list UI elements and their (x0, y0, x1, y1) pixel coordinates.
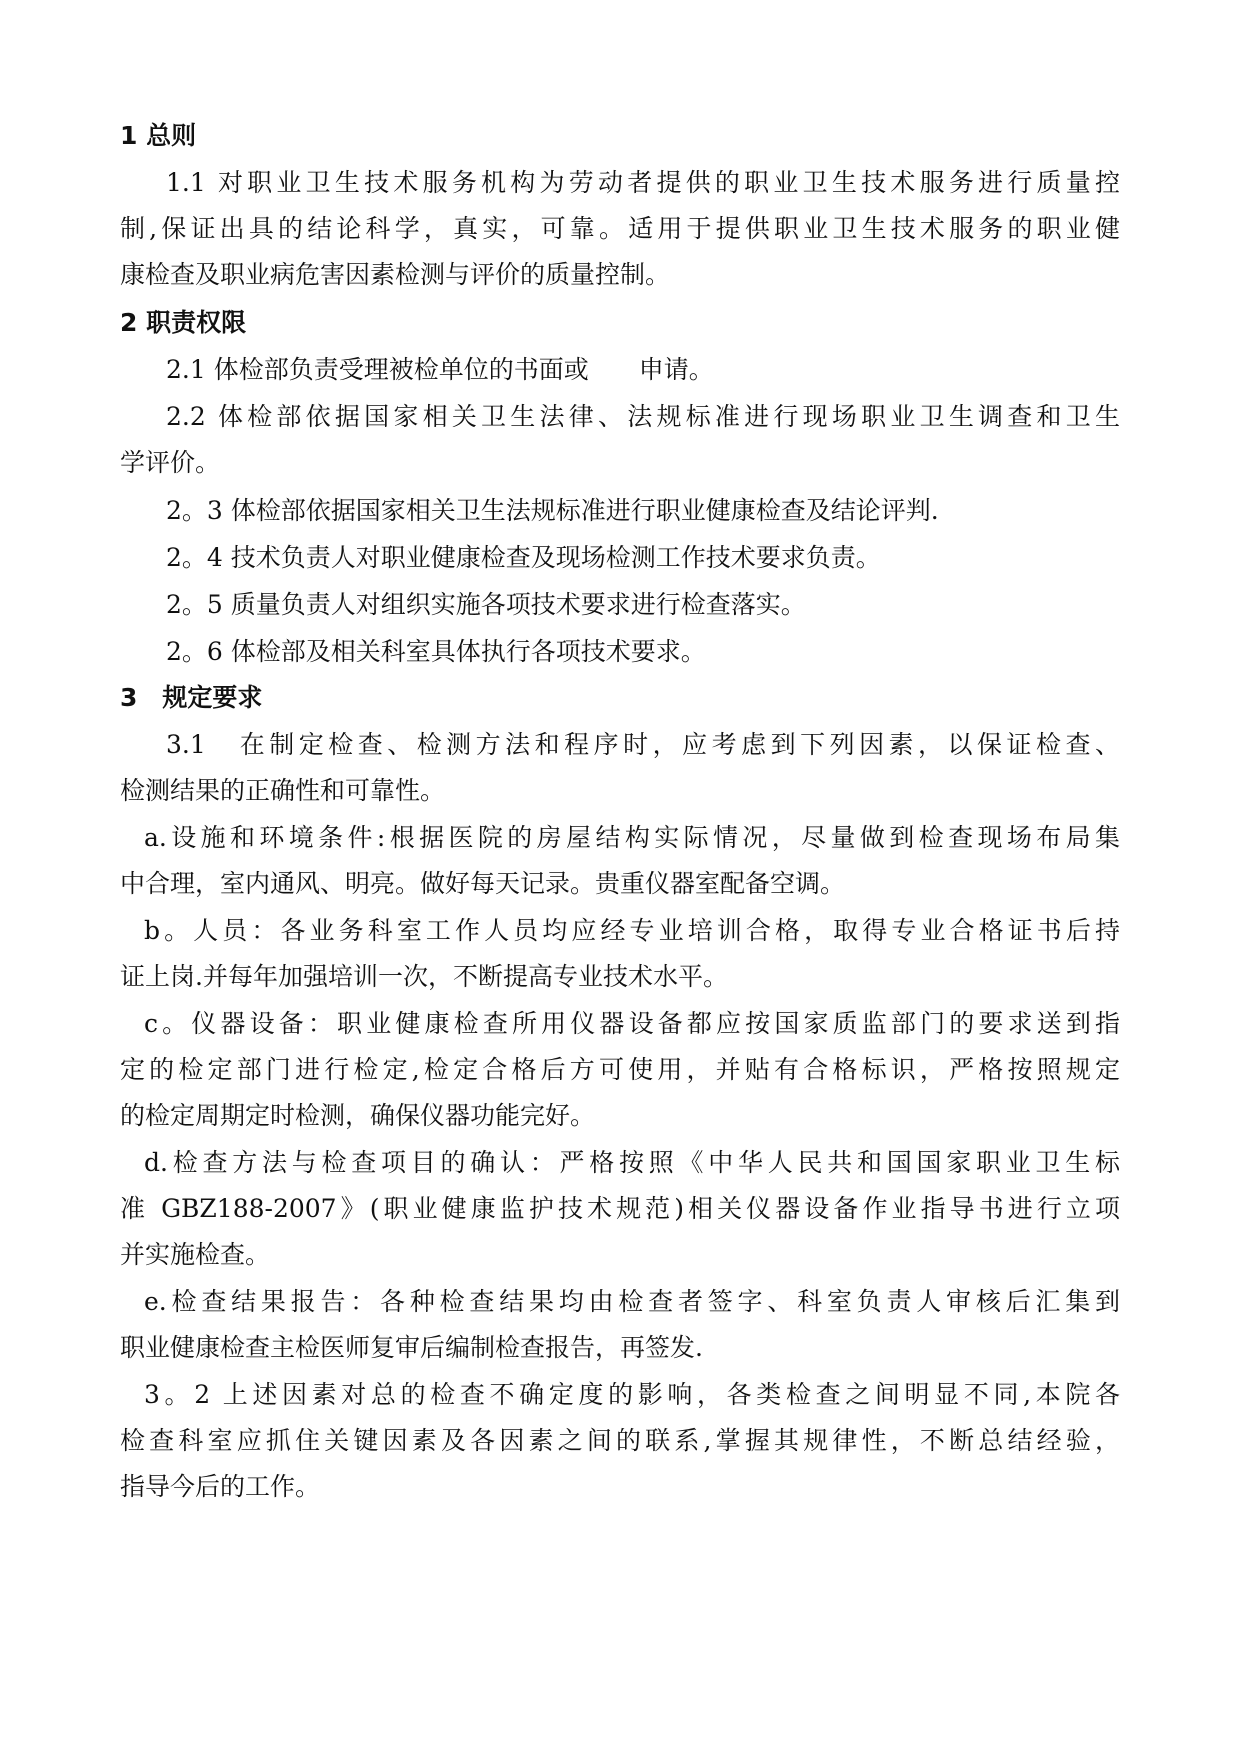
paragraph-line: e.检查结果报告：各种检查结果均由检查者签字、科室负责人审核后汇集到 (144, 1287, 1120, 1316)
paragraph-line: 2。3 体检部依据国家相关卫生法规标准进行职业健康检查及结论评判. (166, 496, 939, 525)
paragraph-line: d.检查方法与检查项目的确认：严格按照《中华人民共和国国家职业卫生标 (144, 1148, 1120, 1177)
paragraph-line: b。人员：各业务科室工作人员均应经专业培训合格，取得专业合格证书后持 (144, 916, 1120, 945)
paragraph-line: 准 GBZ188-2007》(职业健康监护技术规范)相关仪器设备作业指导书进行立项 (120, 1194, 1120, 1223)
paragraph-line: 中合理，室内通风、明亮。做好每天记录。贵重仪器室配备空调。 (120, 869, 846, 898)
paragraph-line: 学评价。 (120, 448, 221, 477)
paragraph-line: 康检查及职业病危害因素检测与评价的质量控制。 (120, 260, 671, 289)
paragraph-line: 指导今后的工作。 (120, 1472, 321, 1501)
paragraph-line: 3.1 在制定检查、检测方法和程序时，应考虑到下列因素，以保证检查、 (166, 730, 1120, 759)
section-heading-1: 1 总则 (120, 121, 197, 150)
paragraph-line: 的检定周期定时检测，确保仪器功能完好。 (120, 1101, 596, 1130)
paragraph-line: 2。6 体检部及相关科室具体执行各项技术要求。 (166, 637, 706, 666)
paragraph-line: 检测结果的正确性和可靠性。 (120, 776, 446, 805)
paragraph-line: a.设施和环境条件:根据医院的房屋结构实际情况，尽量做到检查现场布局集 (144, 823, 1120, 852)
paragraph-line: 定的检定部门进行检定,检定合格后方可使用，并贴有合格标识，严格按照规定 (120, 1055, 1120, 1084)
paragraph-line: 证上岗.并每年加强培训一次，不断提高专业技术水平。 (120, 962, 728, 991)
paragraph-line: 2.1 体检部负责受理被检单位的书面或 申请。 (166, 355, 714, 384)
paragraph-line: 职业健康检查主检医师复审后编制检查报告，再签发. (120, 1333, 703, 1362)
paragraph-line: 检查科室应抓住关键因素及各因素之间的联系,掌握其规律性，不断总结经验， (120, 1426, 1120, 1455)
paragraph-line: 2。5 质量负责人对组织实施各项技术要求进行检查落实。 (166, 590, 806, 619)
paragraph-line: c。仪器设备：职业健康检查所用仪器设备都应按国家质监部门的要求送到指 (144, 1009, 1120, 1038)
section-heading-3: 3 规定要求 (120, 683, 263, 712)
paragraph-line: 3。2 上述因素对总的检查不确定度的影响，各类检查之间明显不同,本院各 (144, 1380, 1120, 1409)
paragraph-line: 1.1 对职业卫生技术服务机构为劳动者提供的职业卫生技术服务进行质量控 (166, 168, 1120, 197)
paragraph-line: 2.2 体检部依据国家相关卫生法律、法规标准进行现场职业卫生调查和卫生 (166, 402, 1120, 431)
paragraph-line: 制,保证出具的结论科学，真实，可靠。适用于提供职业卫生技术服务的职业健 (120, 214, 1120, 243)
section-heading-2: 2 职责权限 (120, 308, 247, 337)
paragraph-line: 并实施检查。 (120, 1240, 271, 1269)
paragraph-line: 2。4 技术负责人对职业健康检查及现场检测工作技术要求负责。 (166, 543, 881, 572)
